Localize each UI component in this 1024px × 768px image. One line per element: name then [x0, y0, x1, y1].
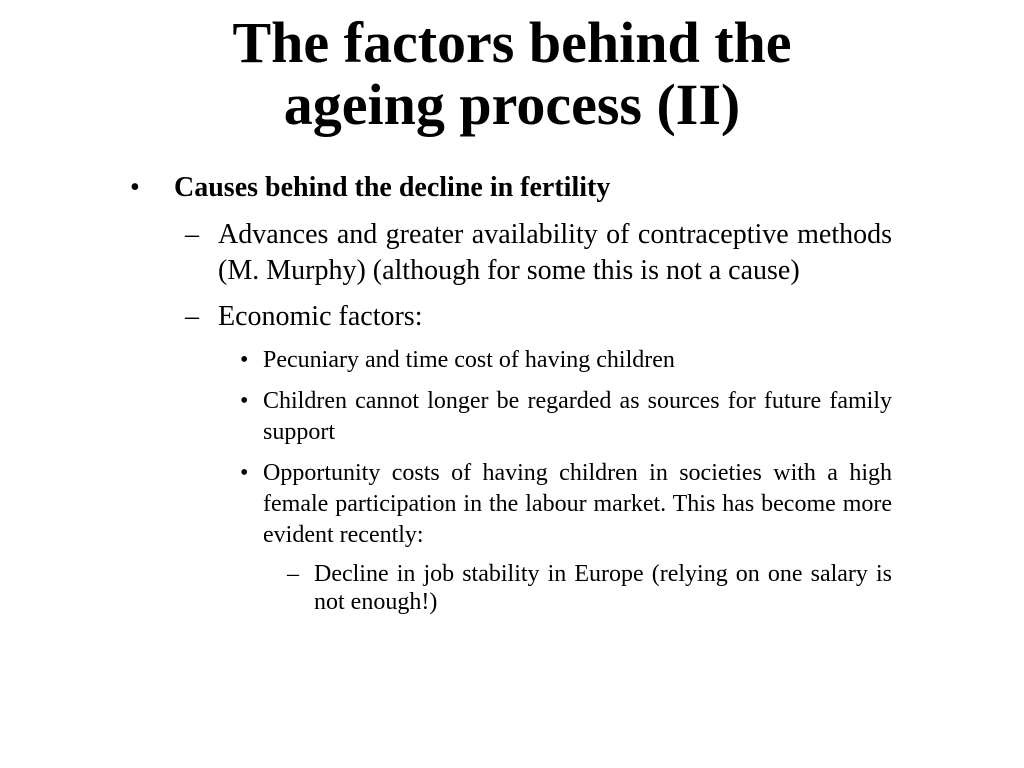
- bullet-marker: •: [240, 388, 249, 414]
- point-text: Pecuniary and time cost of having children: [263, 347, 675, 373]
- slide-title-line-1: The factors behind the: [232, 10, 792, 75]
- subitem-text: Economic factors:: [218, 301, 423, 332]
- subpoint-text: Decline in job stability in Europe (relying on one salary is not enough!): [314, 561, 892, 615]
- point-family-support: [240, 386, 892, 448]
- dash-marker: –: [185, 219, 199, 250]
- bullet-marker: •: [240, 347, 249, 373]
- subitem-text: Advances and greater availability of contraceptive methods (M. Murphy) (although for some this is not a cause): [218, 219, 892, 286]
- bullet-marker: •: [130, 172, 140, 203]
- slide-title: [112, 12, 912, 136]
- dash-marker: –: [287, 561, 299, 587]
- slide-title-line-2: ageing process (II): [283, 72, 741, 137]
- point-pecuniary-cost: [240, 345, 892, 376]
- subitem-contraceptive-methods: [185, 217, 892, 289]
- point-opportunity-costs: [240, 458, 892, 551]
- dash-marker: –: [185, 301, 199, 332]
- slide-body: [130, 170, 892, 616]
- bullet-text: Causes behind the decline in fertility: [174, 172, 611, 203]
- subpoint-job-stability: [287, 560, 892, 616]
- bullet-causes-decline-fertility: [130, 170, 892, 206]
- point-text: Opportunity costs of having children in societies with a high female participation in the labour market. This has become more evident recently:: [263, 460, 892, 548]
- bullet-marker: •: [240, 460, 249, 486]
- subitem-economic-factors: [185, 299, 892, 335]
- point-text: Children cannot longer be regarded as sources for future family support: [263, 388, 892, 445]
